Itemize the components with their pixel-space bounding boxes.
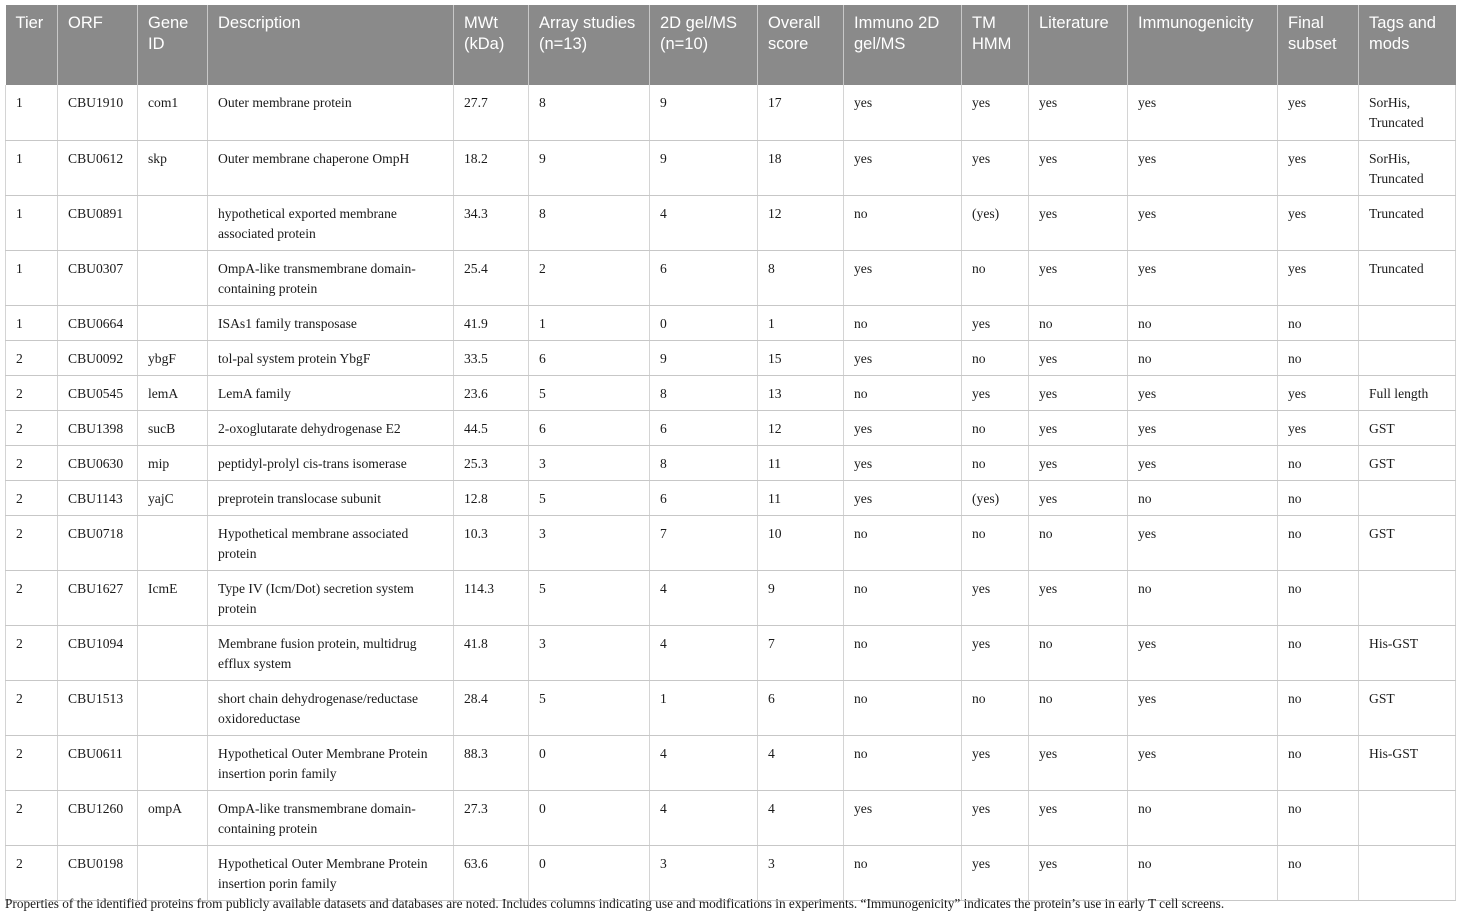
cell-overall-score: 9 (758, 570, 844, 625)
cell-immunogenicity: yes (1128, 195, 1278, 250)
table-row (6, 375, 1456, 410)
cell-tm-hmm: (yes) (962, 480, 1029, 515)
cell-description: Membrane fusion protein, multidrug efflux system (208, 625, 454, 680)
cell-final-subset: no (1278, 625, 1359, 680)
cell-gene-id (138, 845, 208, 900)
table-header-row (6, 5, 1456, 85)
cell-literature: yes (1029, 570, 1128, 625)
column-header-tm-hmm: TM HMM (962, 5, 1029, 85)
cell-orf: CBU0612 (58, 140, 138, 195)
cell-tags-and-mods (1359, 790, 1456, 845)
cell-immuno-2d-gel-ms: yes (844, 445, 962, 480)
cell-orf: CBU0891 (58, 195, 138, 250)
table-row (6, 845, 1456, 900)
table-row (6, 340, 1456, 375)
cell-gene-id (138, 625, 208, 680)
cell-tm-hmm: no (962, 680, 1029, 735)
cell-immunogenicity: yes (1128, 85, 1278, 140)
cell-2d-gel-ms: 9 (650, 85, 758, 140)
cell-mwt: 10.3 (454, 515, 529, 570)
cell-tm-hmm: no (962, 410, 1029, 445)
cell-immuno-2d-gel-ms: no (844, 735, 962, 790)
table-row (6, 445, 1456, 480)
cell-tier: 2 (6, 480, 58, 515)
cell-immunogenicity: yes (1128, 410, 1278, 445)
cell-description: Type IV (Icm/Dot) secretion system protein (208, 570, 454, 625)
cell-tm-hmm: yes (962, 625, 1029, 680)
cell-overall-score: 11 (758, 480, 844, 515)
cell-tier: 1 (6, 305, 58, 340)
cell-immuno-2d-gel-ms: yes (844, 410, 962, 445)
cell-gene-id (138, 515, 208, 570)
cell-tier: 1 (6, 250, 58, 305)
table-caption: Properties of the identified proteins from publicly available datasets and databases are noted. Includes columns indicating use and modifications in experiments. “Immunogenicity” indicates the protein’s use in early T cell screens. (5, 896, 1225, 911)
cell-tier: 2 (6, 735, 58, 790)
cell-gene-id: sucB (138, 410, 208, 445)
table-row (6, 790, 1456, 845)
cell-2d-gel-ms: 6 (650, 410, 758, 445)
cell-tags-and-mods: His-GST (1359, 735, 1456, 790)
cell-literature: yes (1029, 140, 1128, 195)
cell-tm-hmm: no (962, 515, 1029, 570)
cell-description: OmpA-like transmembrane domain-containing protein (208, 790, 454, 845)
table-row (6, 140, 1456, 195)
column-header-orf: ORF (58, 5, 138, 85)
cell-overall-score: 4 (758, 735, 844, 790)
cell-array-studies: 8 (529, 85, 650, 140)
cell-overall-score: 7 (758, 625, 844, 680)
table-row (6, 680, 1456, 735)
cell-orf: CBU0307 (58, 250, 138, 305)
cell-immunogenicity: no (1128, 845, 1278, 900)
cell-description: short chain dehydrogenase/reductase oxidoreductase (208, 680, 454, 735)
cell-overall-score: 6 (758, 680, 844, 735)
cell-immuno-2d-gel-ms: no (844, 305, 962, 340)
cell-final-subset: no (1278, 340, 1359, 375)
cell-description: Outer membrane chaperone OmpH (208, 140, 454, 195)
cell-final-subset: yes (1278, 85, 1359, 140)
cell-orf: CBU0092 (58, 340, 138, 375)
cell-tags-and-mods (1359, 340, 1456, 375)
cell-orf: CBU1094 (58, 625, 138, 680)
table-row (6, 735, 1456, 790)
cell-tm-hmm: yes (962, 85, 1029, 140)
cell-literature: yes (1029, 340, 1128, 375)
cell-description: OmpA-like transmembrane domain-containing protein (208, 250, 454, 305)
cell-tags-and-mods: GST (1359, 445, 1456, 480)
cell-final-subset: no (1278, 305, 1359, 340)
protein-table (5, 5, 1456, 901)
cell-mwt: 28.4 (454, 680, 529, 735)
cell-immuno-2d-gel-ms: yes (844, 85, 962, 140)
cell-overall-score: 3 (758, 845, 844, 900)
cell-array-studies: 6 (529, 410, 650, 445)
table-row (6, 625, 1456, 680)
cell-tier: 2 (6, 570, 58, 625)
cell-description: peptidyl-prolyl cis-trans isomerase (208, 445, 454, 480)
cell-overall-score: 15 (758, 340, 844, 375)
cell-mwt: 34.3 (454, 195, 529, 250)
cell-final-subset: yes (1278, 410, 1359, 445)
cell-mwt: 41.8 (454, 625, 529, 680)
cell-gene-id (138, 735, 208, 790)
cell-immuno-2d-gel-ms: no (844, 845, 962, 900)
cell-2d-gel-ms: 4 (650, 625, 758, 680)
cell-immuno-2d-gel-ms: yes (844, 790, 962, 845)
cell-final-subset: yes (1278, 195, 1359, 250)
cell-orf: CBU0630 (58, 445, 138, 480)
cell-mwt: 25.3 (454, 445, 529, 480)
cell-gene-id: ompA (138, 790, 208, 845)
cell-description: preprotein translocase subunit (208, 480, 454, 515)
cell-immunogenicity: no (1128, 305, 1278, 340)
cell-final-subset: no (1278, 515, 1359, 570)
cell-2d-gel-ms: 7 (650, 515, 758, 570)
cell-literature: yes (1029, 445, 1128, 480)
cell-mwt: 12.8 (454, 480, 529, 515)
cell-tm-hmm: no (962, 445, 1029, 480)
cell-immuno-2d-gel-ms: no (844, 625, 962, 680)
cell-description: ISAs1 family transposase (208, 305, 454, 340)
cell-mwt: 23.6 (454, 375, 529, 410)
table-row (6, 85, 1456, 140)
cell-mwt: 27.3 (454, 790, 529, 845)
column-header-mwt: MWt (kDa) (454, 5, 529, 85)
cell-2d-gel-ms: 9 (650, 140, 758, 195)
cell-array-studies: 5 (529, 570, 650, 625)
cell-immunogenicity: yes (1128, 375, 1278, 410)
cell-description: LemA family (208, 375, 454, 410)
cell-mwt: 27.7 (454, 85, 529, 140)
column-header-overall-score: Overall score (758, 5, 844, 85)
cell-overall-score: 10 (758, 515, 844, 570)
cell-tm-hmm: (yes) (962, 195, 1029, 250)
table-row (6, 570, 1456, 625)
cell-tags-and-mods: His-GST (1359, 625, 1456, 680)
cell-tier: 1 (6, 140, 58, 195)
cell-immuno-2d-gel-ms: no (844, 570, 962, 625)
column-header-literature: Literature (1029, 5, 1128, 85)
cell-2d-gel-ms: 6 (650, 250, 758, 305)
cell-array-studies: 3 (529, 625, 650, 680)
cell-tier: 2 (6, 410, 58, 445)
cell-tier: 2 (6, 445, 58, 480)
cell-overall-score: 11 (758, 445, 844, 480)
cell-tags-and-mods: GST (1359, 680, 1456, 735)
cell-tags-and-mods: SorHis, Truncated (1359, 140, 1456, 195)
cell-immunogenicity: no (1128, 570, 1278, 625)
cell-immuno-2d-gel-ms: no (844, 515, 962, 570)
cell-2d-gel-ms: 8 (650, 375, 758, 410)
cell-tier: 2 (6, 515, 58, 570)
cell-tm-hmm: yes (962, 845, 1029, 900)
cell-tier: 1 (6, 85, 58, 140)
cell-overall-score: 12 (758, 410, 844, 445)
cell-immunogenicity: yes (1128, 445, 1278, 480)
table-row (6, 410, 1456, 445)
protein-table-container (5, 5, 1455, 901)
cell-gene-id: com1 (138, 85, 208, 140)
cell-tm-hmm: yes (962, 305, 1029, 340)
cell-immuno-2d-gel-ms: yes (844, 140, 962, 195)
cell-description: Outer membrane protein (208, 85, 454, 140)
cell-mwt: 114.3 (454, 570, 529, 625)
cell-tags-and-mods (1359, 480, 1456, 515)
table-row (6, 250, 1456, 305)
cell-orf: CBU0545 (58, 375, 138, 410)
cell-tags-and-mods: Truncated (1359, 250, 1456, 305)
cell-literature: yes (1029, 85, 1128, 140)
cell-2d-gel-ms: 4 (650, 570, 758, 625)
cell-array-studies: 2 (529, 250, 650, 305)
cell-tier: 2 (6, 375, 58, 410)
column-header-immunogenicity: Immunogenicity (1128, 5, 1278, 85)
cell-literature: no (1029, 515, 1128, 570)
column-header-gene-id: Gene ID (138, 5, 208, 85)
cell-tier: 2 (6, 340, 58, 375)
cell-literature: yes (1029, 375, 1128, 410)
cell-gene-id: skp (138, 140, 208, 195)
cell-tags-and-mods (1359, 305, 1456, 340)
cell-immuno-2d-gel-ms: no (844, 195, 962, 250)
cell-gene-id: lemA (138, 375, 208, 410)
cell-immuno-2d-gel-ms: no (844, 680, 962, 735)
cell-tm-hmm: yes (962, 140, 1029, 195)
cell-immuno-2d-gel-ms: no (844, 375, 962, 410)
cell-gene-id: IcmE (138, 570, 208, 625)
cell-orf: CBU0198 (58, 845, 138, 900)
cell-description: tol-pal system protein YbgF (208, 340, 454, 375)
cell-array-studies: 6 (529, 340, 650, 375)
cell-array-studies: 5 (529, 375, 650, 410)
column-header-immuno-2d-gel-ms: Immuno 2D gel/MS (844, 5, 962, 85)
cell-gene-id (138, 305, 208, 340)
cell-orf: CBU0611 (58, 735, 138, 790)
cell-tm-hmm: yes (962, 570, 1029, 625)
cell-array-studies: 5 (529, 480, 650, 515)
cell-2d-gel-ms: 8 (650, 445, 758, 480)
cell-final-subset: yes (1278, 140, 1359, 195)
cell-immunogenicity: no (1128, 480, 1278, 515)
cell-array-studies: 0 (529, 735, 650, 790)
cell-description: 2-oxoglutarate dehydrogenase E2 (208, 410, 454, 445)
cell-orf: CBU0664 (58, 305, 138, 340)
column-header-array-studies: Array studies (n=13) (529, 5, 650, 85)
cell-description: hypothetical exported membrane associated protein (208, 195, 454, 250)
cell-gene-id: ybgF (138, 340, 208, 375)
cell-tm-hmm: no (962, 250, 1029, 305)
cell-gene-id: yajC (138, 480, 208, 515)
cell-literature: no (1029, 305, 1128, 340)
cell-2d-gel-ms: 3 (650, 845, 758, 900)
column-header-tags-and-mods: Tags and mods (1359, 5, 1456, 85)
cell-literature: no (1029, 680, 1128, 735)
cell-array-studies: 0 (529, 845, 650, 900)
cell-literature: no (1029, 625, 1128, 680)
cell-array-studies: 8 (529, 195, 650, 250)
cell-overall-score: 13 (758, 375, 844, 410)
cell-orf: CBU1910 (58, 85, 138, 140)
cell-mwt: 41.9 (454, 305, 529, 340)
cell-final-subset: no (1278, 680, 1359, 735)
cell-tags-and-mods: Full length (1359, 375, 1456, 410)
cell-array-studies: 3 (529, 515, 650, 570)
cell-description: Hypothetical Outer Membrane Protein insertion porin family (208, 735, 454, 790)
column-header-description: Description (208, 5, 454, 85)
cell-immunogenicity: no (1128, 340, 1278, 375)
cell-overall-score: 1 (758, 305, 844, 340)
cell-tags-and-mods: SorHis, Truncated (1359, 85, 1456, 140)
cell-orf: CBU1143 (58, 480, 138, 515)
cell-literature: yes (1029, 735, 1128, 790)
cell-array-studies: 3 (529, 445, 650, 480)
cell-2d-gel-ms: 4 (650, 790, 758, 845)
cell-literature: yes (1029, 845, 1128, 900)
cell-tier: 2 (6, 845, 58, 900)
cell-literature: yes (1029, 480, 1128, 515)
cell-array-studies: 0 (529, 790, 650, 845)
cell-tm-hmm: yes (962, 375, 1029, 410)
cell-tags-and-mods: Truncated (1359, 195, 1456, 250)
cell-orf: CBU0718 (58, 515, 138, 570)
cell-overall-score: 4 (758, 790, 844, 845)
cell-final-subset: no (1278, 845, 1359, 900)
cell-final-subset: no (1278, 570, 1359, 625)
column-header-tier: Tier (6, 5, 58, 85)
cell-2d-gel-ms: 4 (650, 195, 758, 250)
table-row (6, 515, 1456, 570)
cell-array-studies: 9 (529, 140, 650, 195)
cell-literature: yes (1029, 790, 1128, 845)
cell-immunogenicity: no (1128, 790, 1278, 845)
column-header-final-subset: Final subset (1278, 5, 1359, 85)
cell-tm-hmm: no (962, 340, 1029, 375)
table-row (6, 305, 1456, 340)
table-row (6, 195, 1456, 250)
cell-immunogenicity: yes (1128, 625, 1278, 680)
cell-final-subset: yes (1278, 375, 1359, 410)
cell-array-studies: 1 (529, 305, 650, 340)
cell-immunogenicity: yes (1128, 680, 1278, 735)
cell-tier: 2 (6, 790, 58, 845)
cell-mwt: 63.6 (454, 845, 529, 900)
cell-immunogenicity: yes (1128, 515, 1278, 570)
cell-tier: 1 (6, 195, 58, 250)
cell-final-subset: no (1278, 735, 1359, 790)
cell-orf: CBU1627 (58, 570, 138, 625)
cell-immunogenicity: yes (1128, 250, 1278, 305)
cell-tags-and-mods (1359, 845, 1456, 900)
cell-mwt: 44.5 (454, 410, 529, 445)
cell-mwt: 18.2 (454, 140, 529, 195)
cell-immuno-2d-gel-ms: yes (844, 340, 962, 375)
cell-immunogenicity: yes (1128, 140, 1278, 195)
cell-immuno-2d-gel-ms: yes (844, 250, 962, 305)
cell-orf: CBU1398 (58, 410, 138, 445)
table-row (6, 480, 1456, 515)
cell-overall-score: 18 (758, 140, 844, 195)
cell-mwt: 33.5 (454, 340, 529, 375)
cell-2d-gel-ms: 6 (650, 480, 758, 515)
cell-2d-gel-ms: 1 (650, 680, 758, 735)
cell-tier: 2 (6, 625, 58, 680)
cell-2d-gel-ms: 9 (650, 340, 758, 375)
cell-gene-id (138, 195, 208, 250)
cell-overall-score: 12 (758, 195, 844, 250)
cell-gene-id (138, 680, 208, 735)
cell-final-subset: no (1278, 480, 1359, 515)
cell-final-subset: yes (1278, 250, 1359, 305)
cell-immuno-2d-gel-ms: yes (844, 480, 962, 515)
cell-2d-gel-ms: 4 (650, 735, 758, 790)
cell-overall-score: 17 (758, 85, 844, 140)
cell-description: Hypothetical Outer Membrane Protein insertion porin family (208, 845, 454, 900)
cell-tags-and-mods (1359, 570, 1456, 625)
cell-gene-id (138, 250, 208, 305)
cell-gene-id: mip (138, 445, 208, 480)
cell-tm-hmm: yes (962, 790, 1029, 845)
cell-literature: yes (1029, 195, 1128, 250)
cell-orf: CBU1260 (58, 790, 138, 845)
cell-tm-hmm: yes (962, 735, 1029, 790)
cell-literature: yes (1029, 410, 1128, 445)
cell-mwt: 25.4 (454, 250, 529, 305)
cell-immunogenicity: yes (1128, 735, 1278, 790)
cell-description: Hypothetical membrane associated protein (208, 515, 454, 570)
column-header-2d-gel-ms: 2D gel/MS (n=10) (650, 5, 758, 85)
cell-orf: CBU1513 (58, 680, 138, 735)
cell-tags-and-mods: GST (1359, 410, 1456, 445)
cell-literature: yes (1029, 250, 1128, 305)
cell-array-studies: 5 (529, 680, 650, 735)
cell-overall-score: 8 (758, 250, 844, 305)
cell-tags-and-mods: GST (1359, 515, 1456, 570)
cell-2d-gel-ms: 0 (650, 305, 758, 340)
cell-final-subset: no (1278, 790, 1359, 845)
cell-mwt: 88.3 (454, 735, 529, 790)
cell-final-subset: no (1278, 445, 1359, 480)
cell-tier: 2 (6, 680, 58, 735)
